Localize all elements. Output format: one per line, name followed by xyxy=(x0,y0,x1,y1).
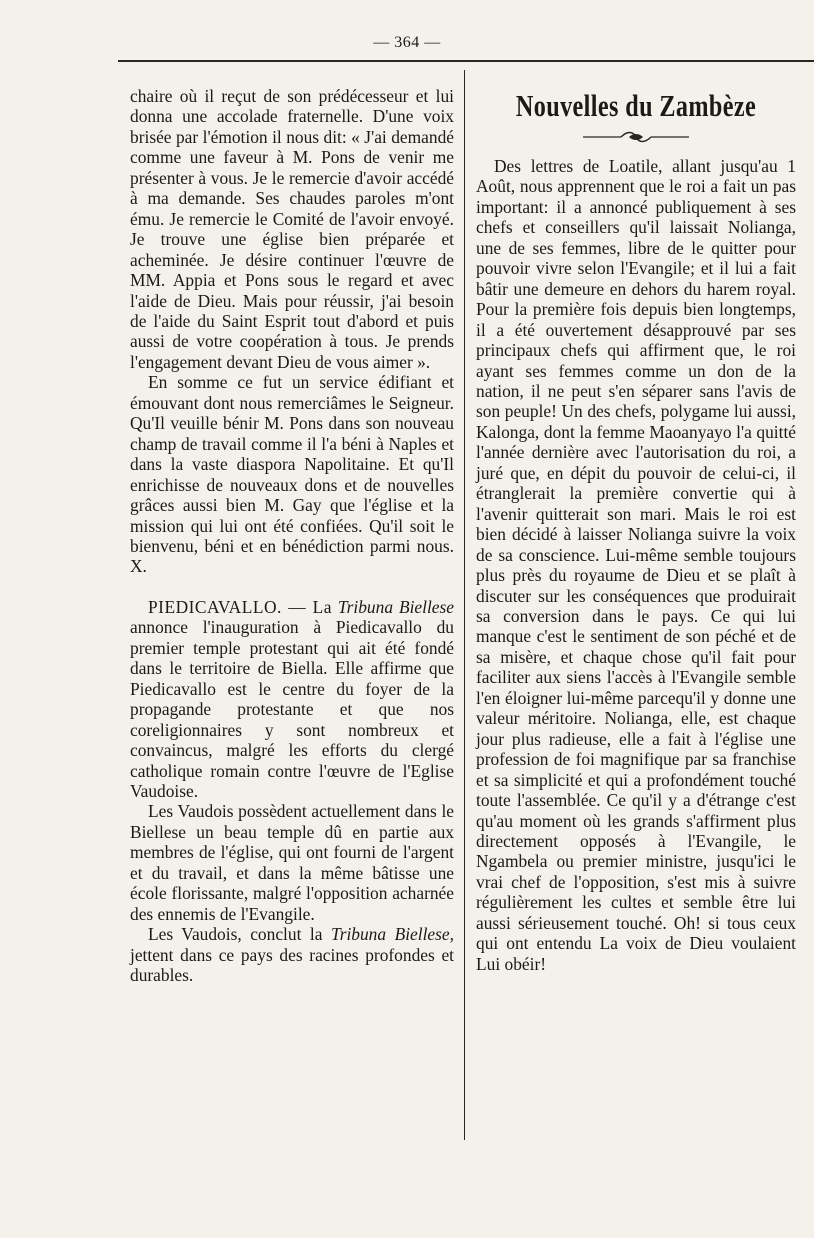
place-name: PIEDICAVALLO. — La xyxy=(148,596,332,617)
section-title: Nouvelles du Zambèze xyxy=(515,88,757,123)
paragraph-text: jettent dans ce pays des racines profondes et durables. xyxy=(130,944,454,986)
paragraph-text: annonce l'inauguration à Piedicavallo du premier temple protestant qui ait été fondé dans le territoire de Biella. Elle affirme que Piedicavallo est le centre du foyer de la propagande protestante et que nos coreligionnaires y sont nombreux et convaincus, malgré les efforts du clergé catholique romain contre l'œuvre de l'Eglise Vaudoise. xyxy=(130,617,454,801)
paragraph-text: Les Vaudois, conclut la xyxy=(148,924,331,945)
paragraph-service-summary xyxy=(130,372,454,577)
newspaper-name: Tribuna Biellese xyxy=(337,596,454,617)
newspaper-name: Tribuna Biellese, xyxy=(330,924,454,945)
column-divider xyxy=(464,70,465,1140)
header-rule xyxy=(118,60,814,62)
signoff: X. xyxy=(130,556,147,577)
paragraph-continuation: chaire où il reçut de son prédécesseur et lui donna une accolade fraternelle. D'une voix brisée par l'émotion il nous dit: « J'ai demandé comme une faveur à M. Pons de venir me présenter à vous. Je le remercie d'avoir accédé à ma demande. Ses chaudes paroles m'ont ému. Je remercie le Comité de l'avoir envoyé. Je trouve une église bien préparée et acheminée. Je désire continuer l'œuvre de MM. Appia et Pons sous le regard et avec l'aide de Dieu. Mais pour réussir, j'ai besoin de l'aide du Saint Esprit tout d'abord et puis aussi de votre coopération à tous. Je prends l'engagement devant Dieu de vous aimer ». xyxy=(130,86,454,372)
right-column xyxy=(476,86,796,974)
page-number: — 364 — xyxy=(373,34,441,51)
paragraph-zambeze: Des lettres de Loatile, allant jusqu'au 1 Août, nous apprennent que le roi a fait un pas important: il a annoncé publiquement à ses chefs et conseillers qu'il laissait Nolianga, une de ses femmes, libre de le quitter pour pouvoir vivre selon l'Evangile; et il lui a fait bâtir une demeure en dehors du harem royal. Pour la première fois depuis bien longtemps, il a été ouvertement désapprouvé par ses principaux chefs qui affirment que, le roi ayant ses femmes comme un don de la nation, il ne peut s'en séparer sans l'avis de son peuple! Un des chefs, polygame lui aussi, Kalonga, dont la femme Maoanyayo l'a quitté l'année dernière avec l'autorisation du roi, a juré que, en dépit du pouvoir de celui-ci, il étranglerait la première convertie qui à l'avenir quitterait son mari. Mais le roi est bien décidé à laisser Nolianga suivre la voix de sa conscience. Lui-même semble toujours plus près du royaume de Dieu et se plaît à discuter sur les conséquences que produirait sa conversion dans le pays. Ce qui lui manque c'est le sentiment de son péché et de sa misère, et chaque chose qu'il fait pour faciliter aux siens l'accès à l'Evangile semble l'en éloigner lui-même parcequ'il y donne une valeur méritoire. Nolianga, elle, est chaque jour plus radieuse, elle a fait à l'église une profession de foi magnifique par sa franchise et sa simplicité et qui a profondément touché toute l'assemblée. Ce qu'il y a d'étrange c'est qu'au moment où les grands s'affirment plus directement opposés à l'Evangile, le Ngambela ou premier ministre, jusqu'ici le vrai chef de l'opposition, s'est mis à suivre régulièrement les cultes et semble être lui aussi sérieusement touché. Oh! si tous ceux qui ont entendu La voix de Dieu voulaient Lui obéir! xyxy=(476,156,796,974)
ornament-divider-icon xyxy=(581,130,691,144)
paragraph-piedicavallo xyxy=(130,597,454,802)
paragraph-text: En somme ce fut un service édifiant et émouvant dont nous remerciâmes le Seigneur. Qu'Il veuille bénir M. Pons dans son nouveau champ de travail comme il l'a béni à Naples et dans la vaste diaspora Napolitaine. Et qu'Il enrichisse de nouveaux dons et de nouvelles grâces aussi bien M. Gay que l'église et la mission qui lui ont été confiées. Qu'il soit le bienvenu, béni et en bénédiction parmi nous. xyxy=(130,372,454,556)
left-column xyxy=(130,86,454,985)
paragraph-conclusion xyxy=(130,924,454,985)
paragraph-vaudois-temple: Les Vaudois possèdent actuellement dans le Biellese un beau temple dû en partie aux membres de l'église, qui ont fourni de l'argent et du travail, et dans la même bâtisse une école florissante, malgré l'opposition acharnée des ennemis de l'Evangile. xyxy=(130,801,454,924)
